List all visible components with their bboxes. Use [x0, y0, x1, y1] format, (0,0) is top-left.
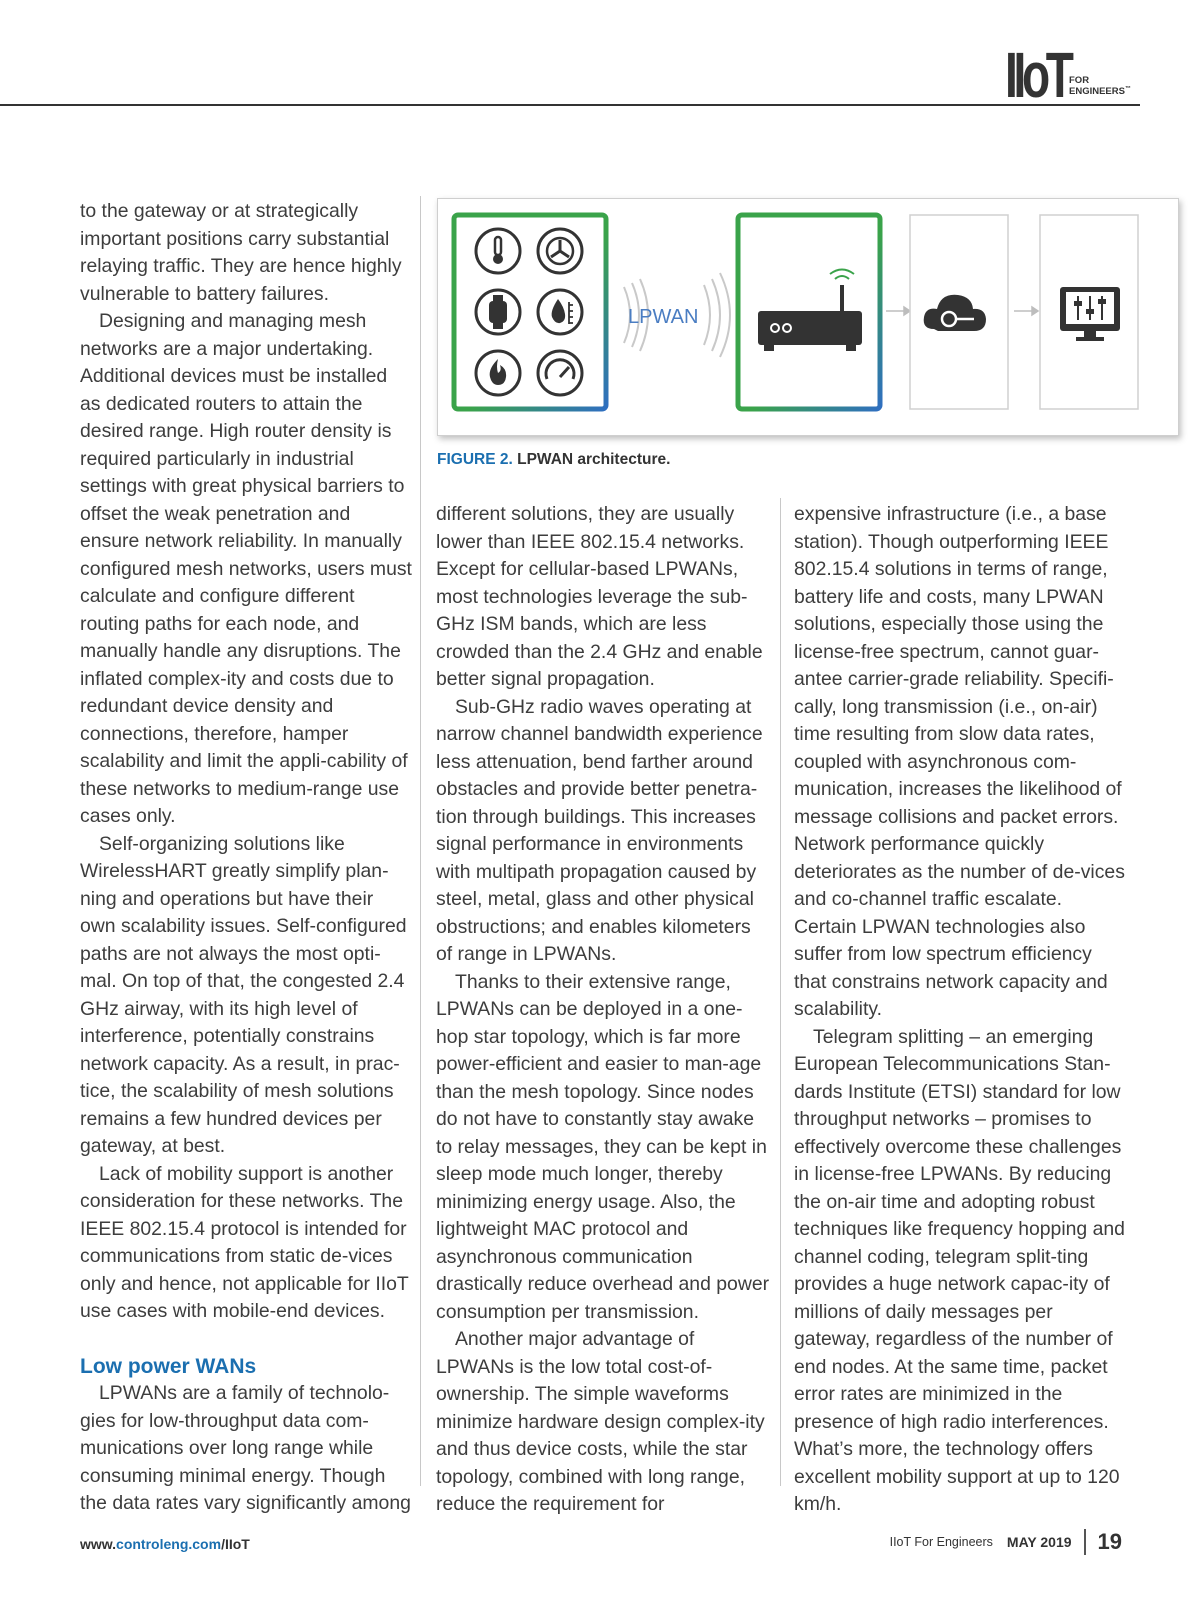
paragraph: Lack of mobility support is another consideration for these networks. The IEEE 802.15.4 protocol is intended for communications from static de-vices only and hence, not applicable for IIoT use cases with mobile-end devices.	[80, 1162, 409, 1322]
issue-date: MAY 2019	[1006, 1534, 1072, 1550]
lpwan-wave-label: LPWAN	[628, 306, 699, 328]
logo-engineers: ENGINEERS	[1069, 86, 1125, 98]
column-divider	[420, 196, 421, 1486]
section-heading: Low power WANs	[80, 1354, 257, 1378]
lpwan-diagram	[438, 199, 1178, 435]
logo-sub-text	[1069, 76, 1131, 96]
figure-caption	[437, 451, 670, 469]
header-rule	[0, 104, 1140, 106]
paragraph: to the gateway or at strategically important positions carry substantial relaying traffic. They are hence highly vulnerable to battery failures.	[80, 200, 402, 305]
footer-website-link[interactable]	[80, 1536, 250, 1552]
iiot-for-engineers-logo	[1005, 39, 1145, 111]
paragraph: Another major advantage of LPWANs is the low total cost-of-ownership. The simple waveforms minimize hardware design complex-ity and thus device costs, while the star topology, combined with long range, reduce the requirement for	[436, 1328, 765, 1515]
article-column-3	[794, 501, 1128, 1519]
magazine-name: IIoT For Engineers	[889, 1535, 993, 1549]
paragraph: Designing and managing mesh networks are a major undertaking. Additional devices must be installed as dedicated routers to attain the desired range. High router density is required particularly in industrial settings with great physical barriers to offset the weak penetration and ensure network reliability. In manually configured mesh networks, users must calculate and configure different routing paths for each node, and manually handle any disruptions. The inflated complex-ity and costs due to redundant device density and connections, therefore, hamper scalability and limit the appli-cability of these networks to medium-range use cases only.	[80, 310, 412, 827]
flow-arrow	[886, 307, 910, 315]
figure-lpwan-architecture	[437, 198, 1179, 436]
footer-folio	[890, 1527, 1122, 1557]
url-domain: controleng.com	[116, 1536, 222, 1552]
article-column-2	[436, 501, 770, 1519]
url-prefix: www.	[80, 1536, 117, 1552]
paragraph: Sub-GHz radio waves operating at narrow channel bandwidth experience less attenuation, bend farther around obstacles and provide better penetra-tion through buildings. This increases signal performance in environments with multipath propagation caused by steel, metal, glass and other physical obstructions; and enables kilometers of range in LPWANs.	[436, 695, 763, 965]
page-number: 19	[1097, 1529, 1122, 1554]
figure-label: FIGURE 2.	[437, 451, 513, 468]
paragraph: LPWANs are a family of technolo-gies for low-throughput data com-munications over long range while consuming minimal energy. Though the data rates vary significantly among	[80, 1382, 411, 1514]
logo-main-text: IIoT	[1005, 39, 1070, 111]
folio-divider	[1084, 1529, 1086, 1555]
paragraph: Telegram splitting – an emerging European Telecommunications Stan-dards Institute (ETSI) standard for low throughput networks – promises to effectively overcome these challenges in license-free LPWANs. By reducing the on-air time and adopting robust techniques like frequency hopping and channel coding, telegram split-ting provides a huge network capac-ity of millions of daily messages per gateway, regardless of the number of end nodes. At the same time, packet error rates are minimized in the presence of high radio interferences. What’s more, the technology offers excellent mobility support at up to 120 km/h.	[794, 1025, 1125, 1515]
logo-trademark: ™	[1124, 86, 1131, 92]
logo-for: FOR	[1069, 75, 1090, 86]
paragraph: expensive infrastructure (i.e., a base station). Though outperforming IEEE 802.15.4 solutions in terms of range, battery life and costs, many LPWAN solutions, especially those using the license-free spectrum, cannot guar-antee carrier-grade reliability. Specifi-cally, long transmission (i.e., on-air) time resulting from slow data rates, coupled with asynchronous com-munication, increases the likelihood of message collisions and packet errors. Network performance quickly deteriorates as the number of de-vices and co-channel traffic escalate. Certain LPWAN technologies also suffer from low spectrum efficiency that constrains network capacity and scalability.	[794, 503, 1125, 1020]
url-suffix: /IIoT	[221, 1536, 250, 1552]
paragraph: Self-organizing solutions like WirelessHART greatly simplify plan-ning and operations but have their own scalability issues. Self-configured paths are not always the most opti-mal. On top of that, the congested 2.4 GHz airway, with its high level of interference, potentially constrains network capacity. As a result, in prac-tice, the scalability of mesh solutions remains a few hundred devices per gateway, at best.	[80, 832, 407, 1157]
article-column-1	[80, 198, 412, 1518]
flow-arrow	[1014, 307, 1038, 315]
paragraph: different solutions, they are usually lower than IEEE 802.15.4 networks. Except for cellular-based LPWANs, most technologies leverage the sub-GHz ISM bands, which are less crowded than the 2.4 GHz and enable better signal propagation.	[436, 503, 763, 690]
figure-caption-text: LPWAN architecture.	[517, 451, 671, 468]
paragraph: Thanks to their extensive range, LPWANs can be deployed in a one-hop star topology, which is far more power-efficient and easier to man-age than the mesh topology. Since nodes do not have to constantly stay awake to relay messages, they can be kept in sleep mode much longer, thereby minimizing energy usage. Also, the lightweight MAC protocol and asynchronous communication drastically reduce overhead and power consumption per transmission.	[436, 970, 770, 1323]
column-divider	[780, 498, 781, 1486]
